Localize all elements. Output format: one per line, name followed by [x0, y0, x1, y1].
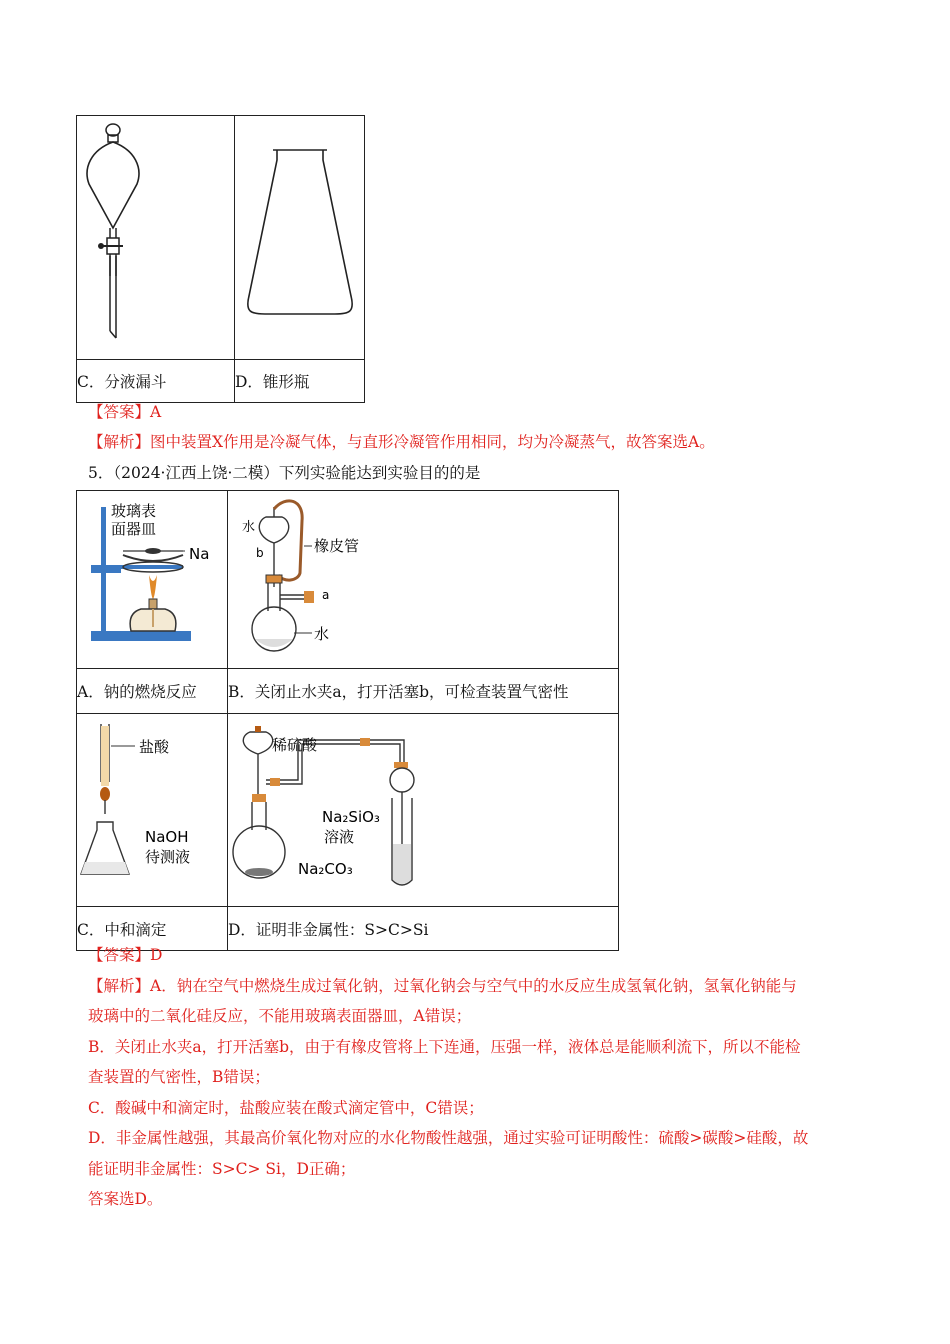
- fig-d-nonmetal: [228, 714, 619, 907]
- fig-d-solution: 溶液: [324, 828, 355, 846]
- fig-d-na2sio3: Na₂SiO₃: [322, 808, 380, 826]
- q5-stem: 5．（2024·江西上饶·二模）下列实验能达到实验目的的是: [88, 464, 481, 482]
- q5-analysis-line-4: 查装置的气密性，B错误；: [88, 1068, 270, 1086]
- option-c-label: C．分液漏斗: [77, 360, 235, 403]
- erlenmeyer-flask-figure: [235, 116, 365, 360]
- separatory-funnel-figure: [77, 116, 235, 360]
- q5-analysis-line-5: C．酸碱中和滴定时，盐酸应装在酸式滴定管中，C错误；: [88, 1099, 484, 1117]
- q4-answer: 【答案】A: [88, 403, 162, 421]
- fig-b-rubber-tube: 橡皮管: [314, 537, 360, 555]
- q5-answer: 【答案】D: [88, 946, 163, 964]
- fig-b-label-b: b: [256, 546, 264, 560]
- fig-b-water-top: 水: [242, 520, 256, 535]
- q5-option-a-label: A．钠的燃烧反应: [77, 669, 228, 714]
- fig-a-label-na: Na: [189, 545, 210, 563]
- option-d-label: D．锥形瓶: [235, 360, 365, 403]
- fig-d-na2co3: Na₂CO₃: [298, 860, 353, 878]
- q5-option-c-label: C．中和滴定: [77, 907, 228, 951]
- fig-c-sample: 待测液: [145, 848, 191, 866]
- apparatus-table-1: [76, 115, 365, 403]
- fig-a-label-2: 面器皿: [111, 520, 157, 538]
- q4-analysis: [88, 430, 715, 452]
- apparatus-table-2: [76, 490, 619, 951]
- q4-analysis-text: 图中装置X作用是冷凝气体，与直形冷凝管作用相同，均为冷凝蒸气，故答案选A。: [150, 433, 715, 451]
- q5-analysis-line-1: 【解析】A．钠在空气中燃烧生成过氧化钠，过氧化钠会与空气中的水反应生成氢氧化钠，氢氧化钠能与: [88, 977, 797, 995]
- q5-option-d-label: D．证明非金属性：S>C>Si: [228, 907, 619, 951]
- q5-analysis-line-3: B．关闭止水夹a，打开活塞b，由于有橡皮管将上下连通，压强一样，液体总是能顺利流下，所以不能检: [88, 1038, 801, 1056]
- q5-option-b-label: B．关闭止水夹a，打开活塞b，可检查装置气密性: [228, 669, 619, 714]
- fig-c-naoh: NaOH: [145, 828, 189, 846]
- q4-analysis-tag: 【解析】: [88, 433, 151, 451]
- fig-c-titration: [77, 714, 228, 907]
- fig-b-label-a: a: [322, 588, 330, 602]
- q5-analysis-line-6: D．非金属性越强，其最高价氧化物对应的水化物酸性越强，通过实验可证明酸性：硫酸>碳酸>硅酸，故: [88, 1129, 809, 1147]
- fig-a-sodium-burning: [77, 491, 228, 669]
- fig-b-airtightness: [228, 491, 619, 669]
- q5-analysis-line-7: 能证明非金属性：S>C> Si，D正确；: [88, 1160, 356, 1178]
- fig-b-water-bottom: 水: [314, 625, 330, 643]
- fig-c-acid: 盐酸: [139, 738, 170, 756]
- q5-analysis-line-2: 玻璃中的二氧化硅反应，不能用玻璃表面器皿，A错误；: [88, 1007, 472, 1025]
- fig-d-acid: 稀硫酸: [272, 736, 318, 754]
- fig-a-label-1: 玻璃表: [111, 502, 157, 520]
- q5-analysis-line-8: 答案选D。: [88, 1190, 163, 1208]
